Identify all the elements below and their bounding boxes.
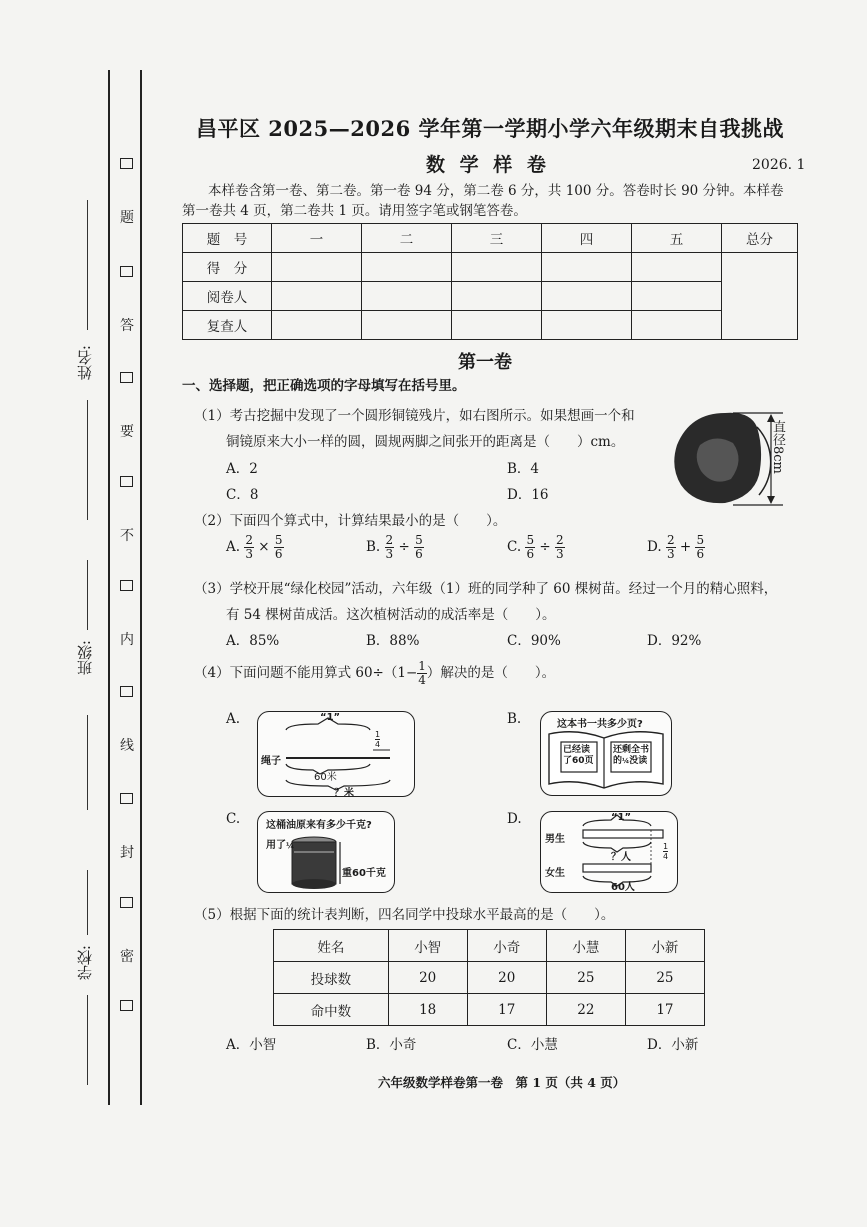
q4-panel-d	[540, 811, 678, 893]
operator: ÷	[539, 539, 551, 555]
q5-stat-table	[273, 929, 705, 1026]
panel-b-left-text: 已经读了60页	[563, 745, 594, 766]
q4-option-d[interactable]: D.	[507, 811, 522, 827]
q1-option-d[interactable]: D．16	[507, 487, 549, 503]
seal-box	[120, 686, 133, 697]
panel-d-boys-label: 男生	[545, 834, 565, 845]
q4-option-c[interactable]: C.	[226, 811, 241, 827]
panel-c-weight-label: 重60千克	[342, 868, 386, 879]
stat-cell: 20	[467, 962, 546, 994]
score-cell[interactable]	[272, 253, 362, 282]
exam-title: 昌平区 2025—2026 学年第一学期小学六年级期末自我挑战	[195, 116, 784, 141]
school-label: 学校:	[76, 945, 94, 981]
panel-a-one-label: “1”	[320, 712, 341, 723]
fraction: $\frac{5}{6}$	[526, 533, 535, 561]
panel-b-right-post: 没读	[629, 756, 648, 766]
q3-line2: 有 54 棵树苗成活。这次植树活动的成活率是（ ）。	[226, 607, 556, 623]
class-blank-2	[87, 715, 88, 810]
q2-stem: （2）下面四个算式中，计算结果最小的是（ ）。	[194, 513, 507, 529]
q4-option-b[interactable]: B.	[507, 711, 522, 727]
q4-stem-post: ）解决的是（ ）。	[426, 665, 556, 681]
score-cell[interactable]	[542, 282, 632, 311]
q2-option-c[interactable]	[507, 534, 565, 561]
fraction: $\frac{5}{6}$	[274, 533, 283, 561]
panel-b-right-text: 还剩全书的¼没读	[613, 745, 650, 766]
score-cell[interactable]	[362, 282, 452, 311]
panel-a-question-label: ？米	[334, 788, 354, 799]
score-cell[interactable]	[542, 253, 632, 282]
score-header: 题 号	[183, 224, 272, 253]
score-cell[interactable]	[272, 311, 362, 340]
score-cell[interactable]	[632, 253, 722, 282]
fraction: $\frac{2}{3}$	[245, 533, 253, 561]
panel-a-fraction: 1 4	[375, 730, 381, 749]
q4-panel-b	[540, 711, 672, 796]
seal-box	[120, 158, 133, 169]
panel-a-60m-label: 60米	[314, 772, 337, 783]
score-table	[182, 223, 798, 340]
score-cell[interactable]	[542, 311, 632, 340]
seal-box	[120, 793, 133, 804]
stat-header: 小奇	[467, 930, 546, 962]
q5-option-c[interactable]: C．小慧	[507, 1037, 558, 1053]
seal-char: 不	[120, 528, 134, 544]
seal-char: 内	[120, 632, 134, 648]
panel-d-60-label: 60人	[611, 882, 635, 893]
q5-stem: （5）根据下面的统计表判断，四名同学中投球水平最高的是（ ）。	[194, 907, 615, 923]
score-row-label: 阅卷人	[183, 282, 272, 311]
score-row-label: 得 分	[183, 253, 272, 282]
seal-char: 线	[120, 738, 134, 754]
intro-line-2: 第一卷共 4 页，第二卷共 1 页。请用签字笔或钢笔答卷。	[182, 203, 527, 219]
q4-option-a[interactable]: A.	[226, 711, 241, 727]
stat-header: 小新	[625, 930, 704, 962]
operator: +	[679, 539, 692, 555]
panel-d-girls-label: 女生	[545, 868, 565, 879]
school-blank-2	[87, 995, 88, 1085]
option-letter: C.	[507, 539, 522, 555]
q3-line1: （3）学校开展“绿化校园”活动，六年级（1）班的同学种了 60 棵树苗。经过一个月的精心照料，	[194, 581, 778, 597]
stat-header: 小慧	[546, 930, 625, 962]
stat-row-label: 命中数	[274, 994, 389, 1026]
score-cell[interactable]	[452, 253, 542, 282]
seal-char: 题	[120, 210, 134, 226]
fraction: $\frac{2}{3}$	[666, 533, 675, 561]
panel-b-right-pre: 还剩全书的	[613, 745, 650, 766]
q4-panel-c	[257, 811, 395, 893]
panel-b-question: 这本书一共多少页?	[557, 719, 643, 730]
panel-c-question: 这桶油原来有多少千克?	[266, 820, 372, 831]
q5-option-b[interactable]: B．小奇	[366, 1037, 417, 1053]
stat-cell: 22	[546, 994, 625, 1026]
stat-cell: 25	[625, 962, 704, 994]
seal-box	[120, 580, 133, 591]
score-cell[interactable]	[452, 311, 542, 340]
page-footer: 六年级数学样卷第一卷 第 1 页（共 4 页）	[378, 1075, 626, 1090]
operator: ÷	[398, 539, 410, 555]
q1-option-a[interactable]: A．2	[226, 461, 258, 477]
seal-box	[120, 1000, 133, 1011]
q2-option-d[interactable]	[647, 534, 705, 561]
fraction: $\frac{5}{6}$	[696, 533, 705, 561]
exam-subtitle: 数 学 样 卷	[426, 154, 550, 176]
seal-char: 答	[120, 318, 134, 334]
option-letter: D.	[647, 539, 662, 555]
score-header: 一	[272, 224, 362, 253]
seal-char: 密	[120, 949, 134, 965]
option-letter: A.	[226, 539, 241, 555]
q5-option-a[interactable]: A．小智	[226, 1037, 277, 1053]
part1-title: 一、选择题，把正确选项的字母填写在括号里。	[182, 378, 466, 394]
score-header: 四	[542, 224, 632, 253]
q3-option-d[interactable]: D．92%	[647, 633, 702, 649]
seal-char: 封	[120, 845, 134, 861]
stat-header: 小智	[388, 930, 467, 962]
q2-option-a[interactable]	[226, 534, 284, 561]
panel-d-fraction: 1 4	[663, 842, 669, 861]
margin-line-inner	[108, 70, 110, 1105]
seal-box	[120, 897, 133, 908]
stat-cell: 25	[546, 962, 625, 994]
exam-title-wrap	[165, 113, 815, 143]
fraction: $\frac{5}{6}$	[415, 533, 423, 561]
q1-option-c[interactable]: C．8	[226, 487, 259, 503]
score-header: 五	[632, 224, 722, 253]
name-blank-2	[87, 400, 88, 520]
seal-box	[120, 476, 133, 487]
seal-char: 要	[120, 424, 134, 440]
intro-line-1: 本样卷含第一卷、第二卷。第一卷 94 分，第二卷 6 分，共 100 分。答卷时长 90 分钟。本样卷	[208, 183, 784, 199]
operator: ×	[258, 539, 270, 555]
seal-box	[120, 266, 133, 277]
q3-option-a[interactable]: A．85%	[226, 633, 280, 649]
q1-line1: （1）考古挖掘中发现了一个圆形铜镜残片，如右图所示。如果想画一个和	[194, 408, 635, 424]
q1-option-b[interactable]: B．4	[507, 461, 540, 477]
q3-option-c[interactable]: C．90%	[507, 633, 561, 649]
name-label: 姓名:	[76, 345, 94, 381]
panel-d-question-label: ？人	[611, 852, 631, 863]
score-cell[interactable]	[362, 253, 452, 282]
q1-line2: 铜镜原来大小一样的圆，圆规两脚之间张开的距离是（ ）cm。	[226, 434, 625, 450]
stat-cell: 18	[388, 994, 467, 1026]
score-cell[interactable]	[452, 282, 542, 311]
fraction: $\frac{2}{3}$	[555, 533, 564, 561]
score-header: 三	[452, 224, 542, 253]
q4-stem-pre: （4）下面问题不能用算式 60÷（1−	[194, 665, 418, 681]
stat-cell: 17	[625, 994, 704, 1026]
section-title: 第一卷	[458, 352, 512, 373]
score-cell[interactable]	[362, 311, 452, 340]
score-row-label: 复查人	[183, 311, 272, 340]
q5-option-d[interactable]: D．小新	[647, 1037, 699, 1053]
seal-box	[120, 372, 133, 383]
q3-option-b[interactable]: B．88%	[366, 633, 420, 649]
fraction: $\frac{2}{3}$	[385, 533, 394, 561]
q2-option-b[interactable]	[366, 534, 424, 561]
margin-line-outer	[140, 70, 142, 1105]
panel-d-one-label: “1”	[611, 812, 632, 823]
name-blank	[87, 200, 88, 330]
class-blank	[87, 560, 88, 630]
stat-header: 姓名	[274, 930, 389, 962]
panel-c-used-label: 用了¼	[266, 840, 295, 851]
total-score-cell[interactable]	[722, 253, 798, 340]
school-blank	[87, 870, 88, 935]
panel-c-used-text: 用了	[266, 840, 286, 851]
score-header: 二	[362, 224, 452, 253]
stat-row-label: 投球数	[274, 962, 389, 994]
q4-panel-a	[257, 711, 415, 797]
score-cell[interactable]	[272, 282, 362, 311]
mirror-diameter-label: 直径8cm	[770, 420, 785, 474]
score-header: 总分	[722, 224, 798, 253]
stat-cell: 20	[388, 962, 467, 994]
score-cell[interactable]	[632, 311, 722, 340]
exam-date: 2026. 1	[752, 157, 806, 173]
panel-a-rope-label: 绳子	[261, 756, 281, 767]
class-label: 班级:	[76, 640, 94, 676]
option-letter: B.	[366, 539, 381, 555]
score-cell[interactable]	[632, 282, 722, 311]
q4-stem	[194, 660, 555, 687]
stat-cell: 17	[467, 994, 546, 1026]
fraction: $\frac{1}{4}$	[418, 659, 426, 687]
